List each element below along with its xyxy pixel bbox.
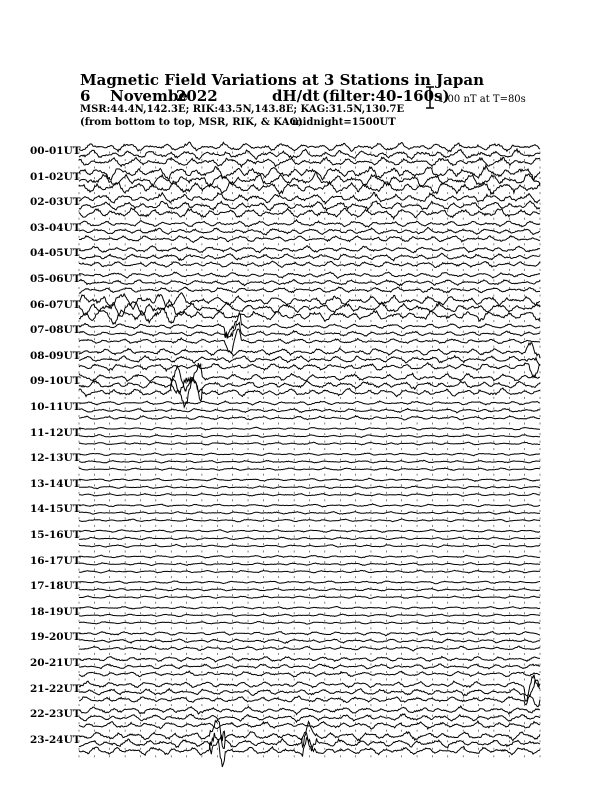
trace-msr xyxy=(79,656,540,662)
hour-label: 20-21UT xyxy=(30,657,81,669)
hour-label: 09-10UT xyxy=(30,375,81,388)
trace-rik xyxy=(79,172,540,186)
trace-rik xyxy=(79,563,540,566)
hour-label: 01-02UT xyxy=(30,170,81,183)
hour-label: 15-16UT xyxy=(30,529,81,541)
hour-label: 14-15UT xyxy=(30,503,81,516)
trace-rik xyxy=(79,201,540,211)
trace-msr xyxy=(79,706,540,715)
hour-label: 06-07UT xyxy=(30,298,81,311)
chart-title: Magnetic Field Variations at 3 Stations in Japan xyxy=(80,71,485,89)
trace-msr xyxy=(79,504,540,507)
hour-label: 16-17UT xyxy=(30,554,81,567)
trace-msr xyxy=(79,142,540,152)
date-month: Novembe xyxy=(110,87,188,105)
trace-rik xyxy=(79,512,540,515)
hour-label: 05-06UT xyxy=(30,273,81,285)
trace-kag xyxy=(79,208,540,219)
trace-msr xyxy=(79,401,540,405)
hour-label: 21-22UT xyxy=(30,682,81,695)
hour-label: 23-24UT xyxy=(30,733,81,746)
trace-kag xyxy=(79,468,540,471)
trace-kag xyxy=(79,442,540,445)
trace-msr xyxy=(79,272,540,278)
trace-msr xyxy=(79,220,540,227)
trace-rik xyxy=(79,714,540,722)
scale-label: 1.00 nT at T=80s xyxy=(438,94,526,105)
filter-label: (filter:40-160s) xyxy=(322,87,450,105)
hour-label: 18-19UT xyxy=(30,605,81,618)
trace-kag xyxy=(79,519,540,522)
trace-msr xyxy=(79,607,540,610)
trace-msr xyxy=(79,530,540,533)
trace-rik xyxy=(79,537,540,540)
hour-label: 07-08UT xyxy=(30,324,81,337)
trace-rik xyxy=(79,614,540,617)
trace-rik xyxy=(79,435,540,438)
trace-msr xyxy=(79,675,540,696)
trace-msr xyxy=(79,453,540,456)
trace-msr xyxy=(79,631,540,635)
trace-msr xyxy=(79,343,540,358)
hour-label: 22-23UT xyxy=(30,708,81,721)
trace-rik xyxy=(79,486,540,489)
hour-label: 04-05UT xyxy=(30,247,81,260)
hour-label: 03-04UT xyxy=(30,221,81,234)
trace-msr xyxy=(79,581,540,584)
date-year: 2022 xyxy=(176,87,218,105)
hour-label: 19-20UT xyxy=(30,631,81,644)
trace-rik xyxy=(79,588,540,591)
hour-label: 00-01UT xyxy=(30,145,81,157)
midnight-note: midnight=1500UT xyxy=(292,117,396,128)
hour-label: 11-12UT xyxy=(30,426,81,439)
hour-label: 10-11UT xyxy=(30,401,81,413)
trace-rik xyxy=(79,323,540,338)
trace-msr xyxy=(79,478,540,481)
date-day: 6 xyxy=(80,87,91,105)
trace-kag xyxy=(79,363,540,378)
hour-label: 08-09UT xyxy=(30,349,81,362)
order-note: (from bottom to top, MSR, RIK, & KAG) xyxy=(80,117,303,128)
quantity-label: dH/dt xyxy=(272,87,320,105)
hour-label: 13-14UT xyxy=(30,477,81,490)
hour-label: 02-03UT xyxy=(30,196,81,209)
trace-msr xyxy=(79,246,540,253)
stations-info: MSR:44.4N,142.3E; RIK:43.5N,143.8E; KAG:31.5N,130.7E xyxy=(80,104,405,115)
trace-kag xyxy=(79,493,540,496)
trace-kag xyxy=(79,570,540,573)
trace-msr xyxy=(79,427,540,430)
trace-kag xyxy=(79,622,540,625)
hour-label: 17-18UT xyxy=(30,580,81,593)
trace-msr xyxy=(79,555,540,558)
trace-kag xyxy=(79,596,540,599)
trace-rik xyxy=(79,460,540,463)
trace-kag xyxy=(79,157,540,167)
hour-label: 12-13UT xyxy=(30,452,81,465)
trace-rik xyxy=(79,149,540,159)
